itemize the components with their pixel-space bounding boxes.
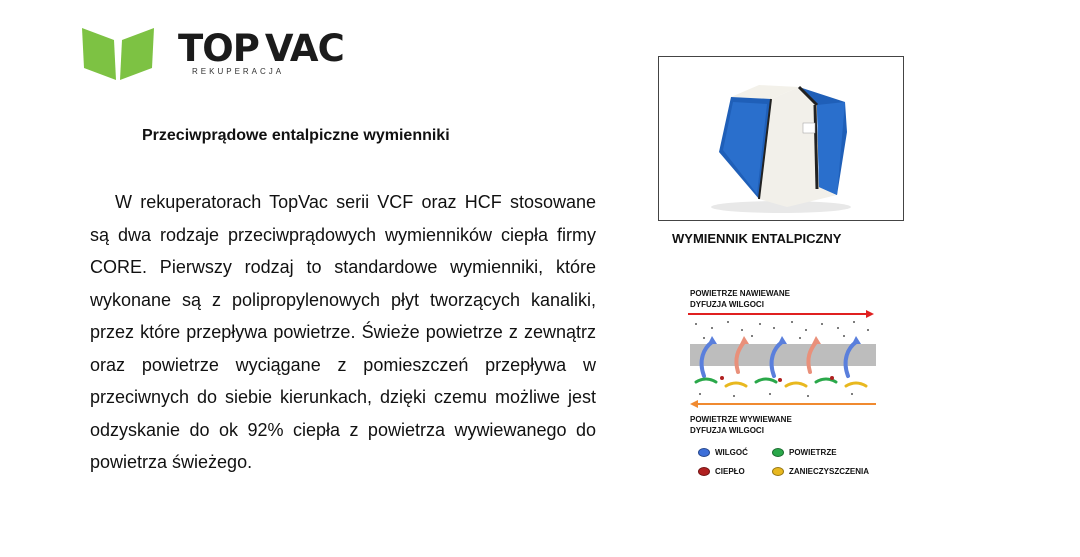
legend-pollution-label: ZANIECZYSZCZENIA <box>789 467 869 476</box>
exhaust-arrow-icon <box>690 400 698 408</box>
exchanger-photo <box>658 56 904 221</box>
leaf-logo-icon <box>80 22 160 82</box>
legend-heat <box>698 467 745 476</box>
pollution-dot-icon <box>772 467 784 476</box>
air-dot-icon <box>772 448 784 457</box>
supply-arrow-icon <box>866 310 874 318</box>
heat-dot-icon <box>698 467 710 476</box>
supply-air-line1: POWIETRZE NAWIEWANE <box>690 289 790 298</box>
photo-caption: WYMIENNIK ENTALPICZNY <box>672 231 842 246</box>
logo-word-top: TOP <box>178 27 259 70</box>
supply-air-line2: DYFUZJA WILGOCI <box>690 300 764 309</box>
legend-moisture <box>698 448 748 457</box>
exhaust-air-line1: POWIETRZE WYWIEWANE <box>690 415 792 424</box>
page-title: Przeciwprądowe entalpiczne wymienniki <box>142 127 450 144</box>
logo-word-vac: VAC <box>264 27 344 70</box>
legend-air-label: POWIETRZE <box>789 448 837 457</box>
logo-subtitle: REKUPERACJA <box>192 67 285 76</box>
legend-moisture-label: WILGOĆ <box>715 448 748 457</box>
legend-heat-label: CIEPŁO <box>715 467 745 476</box>
body-paragraph: W rekuperatorach TopVac serii VCF oraz HCF stosowane są dwa rodzaje przeciwprądowych wymienników ciepła firmy CORE. Pierwszy rodzaj to standardowe wymienniki, które wykonane są z polipropylenowych płyt tworzących kanaliki, przez które przepływa powietrze. Świeże powietrze z zewnątrz oraz powietrze wyciągane z pomieszczeń przepływa w przeciwnych do siebie kierunkach, dzięki czemu możliwe jest odzyskanie do ok 92% ciepła z powietrza wywiewanego do powietrza świeżego. <box>90 192 596 472</box>
legend-pollution <box>772 467 869 476</box>
exhaust-air-label <box>690 414 792 436</box>
logo-wordmark <box>178 27 344 70</box>
moisture-dot-icon <box>698 448 710 457</box>
legend-air <box>772 448 837 457</box>
exchanger-image <box>659 57 903 220</box>
enthalpy-diagram <box>682 280 894 490</box>
supply-air-label <box>690 288 790 310</box>
topvac-logo <box>80 22 380 82</box>
exhaust-air-line2: DYFUZJA WILGOCI <box>690 426 764 435</box>
